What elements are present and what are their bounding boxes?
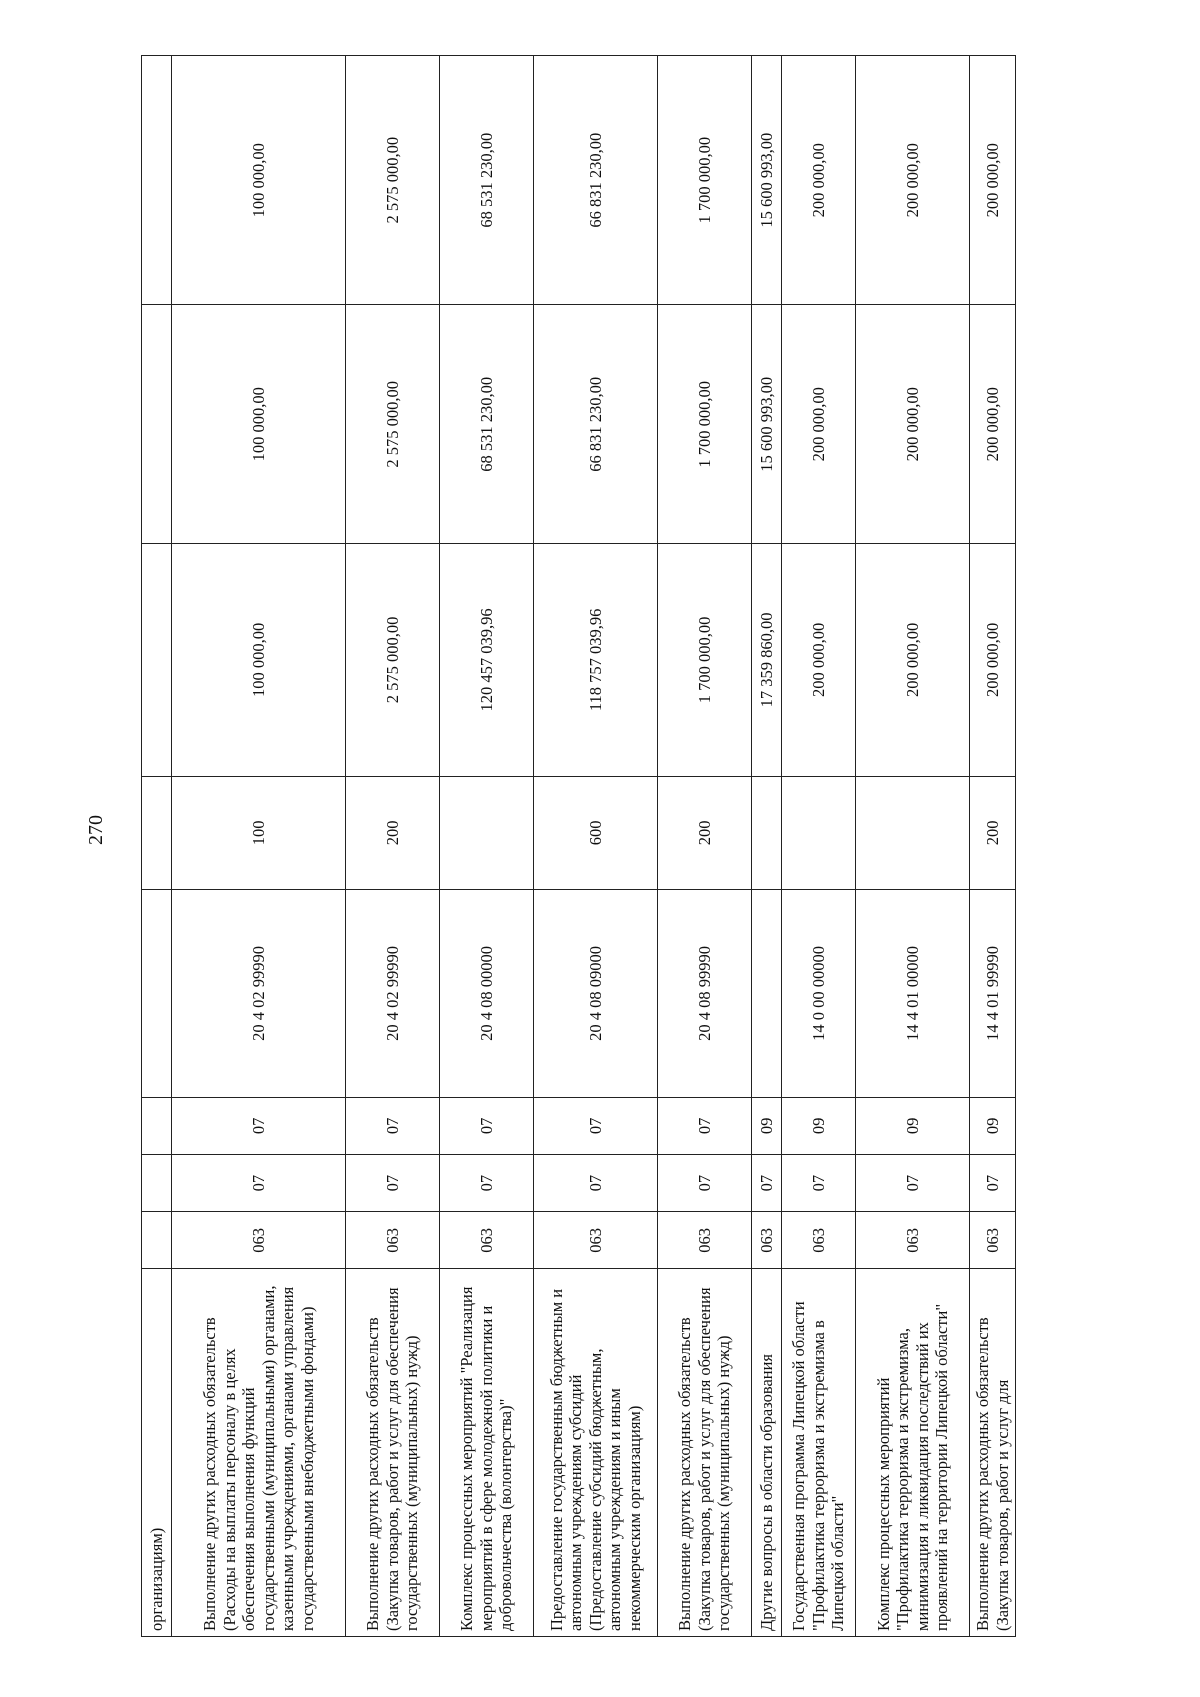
target-article-cell — [142, 890, 172, 1098]
table-row — [856, 56, 970, 1637]
budget-table — [141, 55, 1016, 1637]
section-code-cell: 07 — [534, 1154, 658, 1211]
target-article-cell: 14 4 01 00000 — [856, 890, 970, 1098]
table-row — [142, 56, 172, 1637]
amount-cell-1 — [142, 544, 172, 777]
amount-cell-1: 2 575 000,00 — [346, 544, 440, 777]
expense-type-cell — [856, 776, 970, 889]
amount-cell-3: 200 000,00 — [782, 56, 856, 305]
table-row — [172, 56, 346, 1637]
amount-cell-3: 100 000,00 — [172, 56, 346, 305]
expense-type-cell — [782, 776, 856, 889]
row-name-cell: Другие вопросы в области образования — [752, 1269, 782, 1637]
page-number: 270 — [85, 815, 107, 845]
table-row — [782, 56, 856, 1637]
target-article-cell: 20 4 02 99990 — [172, 890, 346, 1098]
amount-cell-2: 200 000,00 — [970, 305, 1016, 544]
amount-cell-1: 1 700 000,00 — [658, 544, 752, 777]
row-name-cell: Комплекс процессных мероприятий "Профилактика терроризма и экстремизма, минимизация и ликвидация последствий их проявлений на территории Липецкой области" — [856, 1269, 970, 1637]
section-code-cell: 07 — [856, 1154, 970, 1211]
section-code-cell: 07 — [172, 1154, 346, 1211]
amount-cell-3 — [142, 56, 172, 305]
amount-cell-2: 66 831 230,00 — [534, 305, 658, 544]
amount-cell-1: 120 457 039,96 — [440, 544, 534, 777]
amount-cell-2: 2 575 000,00 — [346, 305, 440, 544]
amount-cell-2: 200 000,00 — [856, 305, 970, 544]
amount-cell-3: 200 000,00 — [970, 56, 1016, 305]
target-article-cell: 20 4 08 99990 — [658, 890, 752, 1098]
admin-code-cell: 063 — [658, 1212, 752, 1269]
section-code-cell: 07 — [658, 1154, 752, 1211]
admin-code-cell: 063 — [534, 1212, 658, 1269]
subsection-code-cell: 09 — [970, 1097, 1016, 1154]
expense-type-cell: 600 — [534, 776, 658, 889]
table-row — [440, 56, 534, 1637]
table-row — [346, 56, 440, 1637]
subsection-code-cell: 07 — [534, 1097, 658, 1154]
expense-type-cell — [752, 776, 782, 889]
table-row — [658, 56, 752, 1637]
amount-cell-1: 200 000,00 — [970, 544, 1016, 777]
section-code-cell — [142, 1154, 172, 1211]
section-code-cell: 07 — [782, 1154, 856, 1211]
row-name-cell: Комплекс процессных мероприятий "Реализация мероприятий в сфере молодежной политики и добровольчества (волонтерства)" — [440, 1269, 534, 1637]
admin-code-cell: 063 — [782, 1212, 856, 1269]
table-row — [534, 56, 658, 1637]
row-name-cell: организациям) — [142, 1269, 172, 1637]
expense-type-cell: 200 — [658, 776, 752, 889]
table-row — [970, 56, 1016, 1637]
admin-code-cell: 063 — [856, 1212, 970, 1269]
amount-cell-3: 2 575 000,00 — [346, 56, 440, 305]
amount-cell-1: 200 000,00 — [782, 544, 856, 777]
section-code-cell: 07 — [970, 1154, 1016, 1211]
section-code-cell: 07 — [440, 1154, 534, 1211]
target-article-cell: 20 4 08 00000 — [440, 890, 534, 1098]
expense-type-cell — [440, 776, 534, 889]
admin-code-cell: 063 — [346, 1212, 440, 1269]
row-name-cell: Государственная программа Липецкой области "Профилактика терроризма и экстремизма в Липецкой области" — [782, 1269, 856, 1637]
row-name-cell: Выполнение других расходных обязательств (Закупка товаров, работ и услуг для обеспечения государственных (муниципальных) нужд) — [658, 1269, 752, 1637]
section-code-cell: 07 — [752, 1154, 782, 1211]
subsection-code-cell: 09 — [752, 1097, 782, 1154]
expense-type-cell: 100 — [172, 776, 346, 889]
admin-code-cell: 063 — [172, 1212, 346, 1269]
admin-code-cell: 063 — [752, 1212, 782, 1269]
expense-type-cell: 200 — [346, 776, 440, 889]
amount-cell-2: 68 531 230,00 — [440, 305, 534, 544]
row-name-cell: Выполнение других расходных обязательств (Расходы на выплаты персоналу в целях обеспечения выполнения функций государственными (муниципальными) органами, казенными учреждениями, органами управления государственными внебюджетными фондами) — [172, 1269, 346, 1637]
subsection-code-cell: 09 — [856, 1097, 970, 1154]
target-article-cell: 20 4 08 09000 — [534, 890, 658, 1098]
target-article-cell: 14 0 00 00000 — [782, 890, 856, 1098]
subsection-code-cell: 07 — [346, 1097, 440, 1154]
amount-cell-3: 66 831 230,00 — [534, 56, 658, 305]
subsection-code-cell — [142, 1097, 172, 1154]
rotated-page-content — [141, 55, 1116, 1637]
amount-cell-2: 15 600 993,00 — [752, 305, 782, 544]
row-name-cell: Предоставление государственным бюджетным и автономным учреждениям субсидий (Предоставление субсидий бюджетным, автономным учреждениям и иным некоммерческим организациям) — [534, 1269, 658, 1637]
amount-cell-2 — [142, 305, 172, 544]
admin-code-cell — [142, 1212, 172, 1269]
target-article-cell: 14 4 01 99990 — [970, 890, 1016, 1098]
table-row — [752, 56, 782, 1637]
amount-cell-2: 200 000,00 — [782, 305, 856, 544]
amount-cell-3: 15 600 993,00 — [752, 56, 782, 305]
amount-cell-3: 1 700 000,00 — [658, 56, 752, 305]
target-article-cell: 20 4 02 99990 — [346, 890, 440, 1098]
target-article-cell — [752, 890, 782, 1098]
amount-cell-1: 100 000,00 — [172, 544, 346, 777]
row-name-cell: Выполнение других расходных обязательств (Закупка товаров, работ и услуг для обеспечения государственных (муниципальных) нужд) — [346, 1269, 440, 1637]
admin-code-cell: 063 — [440, 1212, 534, 1269]
expense-type-cell: 200 — [970, 776, 1016, 889]
amount-cell-3: 68 531 230,00 — [440, 56, 534, 305]
amount-cell-1: 17 359 860,00 — [752, 544, 782, 777]
subsection-code-cell: 09 — [782, 1097, 856, 1154]
section-code-cell: 07 — [346, 1154, 440, 1211]
amount-cell-2: 100 000,00 — [172, 305, 346, 544]
subsection-code-cell: 07 — [172, 1097, 346, 1154]
subsection-code-cell: 07 — [658, 1097, 752, 1154]
subsection-code-cell: 07 — [440, 1097, 534, 1154]
amount-cell-2: 1 700 000,00 — [658, 305, 752, 544]
row-name-cell: Выполнение других расходных обязательств (Закупка товаров, работ и услуг для — [970, 1269, 1016, 1637]
amount-cell-1: 118 757 039,96 — [534, 544, 658, 777]
amount-cell-1: 200 000,00 — [856, 544, 970, 777]
admin-code-cell: 063 — [970, 1212, 1016, 1269]
amount-cell-3: 200 000,00 — [856, 56, 970, 305]
expense-type-cell — [142, 776, 172, 889]
